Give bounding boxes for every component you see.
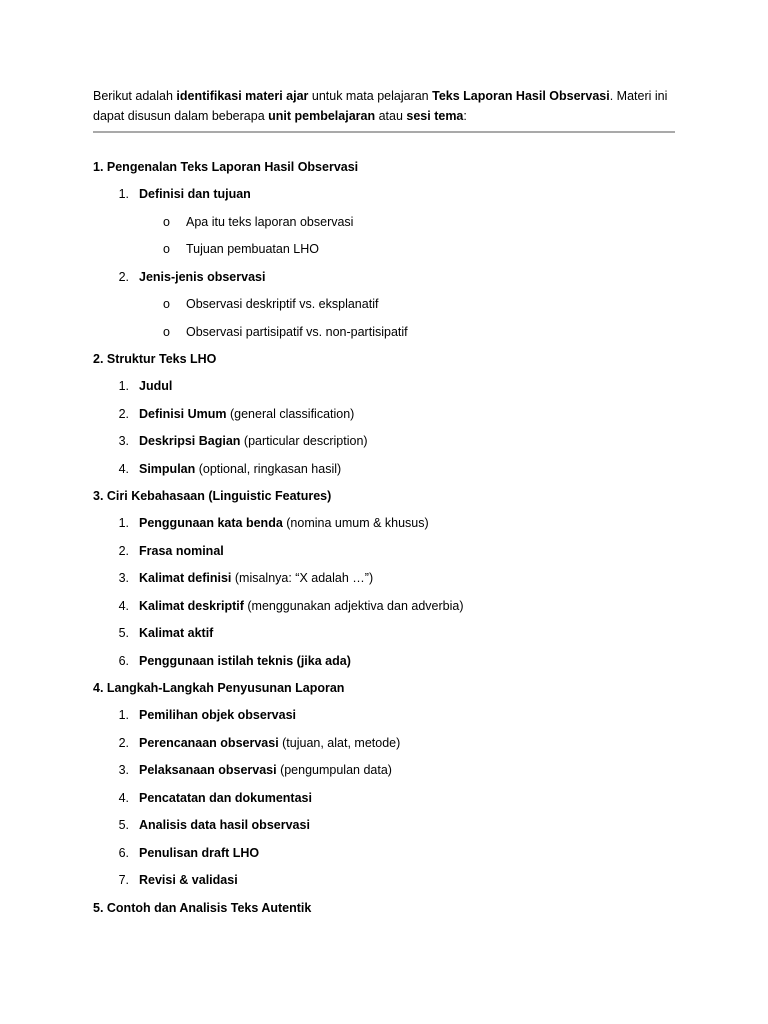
sub-list-item xyxy=(93,212,693,240)
list-item xyxy=(93,568,693,596)
item-label: Definisi Umum xyxy=(139,406,227,421)
intro-text: . Materi ini dapat disusun dalam beberapa xyxy=(93,89,668,123)
sub-list-item xyxy=(93,294,693,322)
item-number: 2. xyxy=(118,406,129,421)
item-label: Jenis-jenis observasi xyxy=(139,269,266,284)
intro-bold: unit pembelajaran xyxy=(268,109,376,123)
list-item xyxy=(93,815,693,843)
item-label: Pemilihan objek observasi xyxy=(139,708,297,722)
sub-item-text: Tujuan pembuatan LHO xyxy=(186,242,319,256)
intro-bold: identifikasi materi ajar xyxy=(176,89,309,103)
list-item xyxy=(93,184,693,212)
sub-item-text: Observasi deskriptif vs. eksplanatif xyxy=(186,297,379,311)
item-number: 2. xyxy=(118,735,129,750)
list-item xyxy=(93,623,693,651)
sub-item-text: Apa itu teks laporan observasi xyxy=(186,214,354,229)
intro-text: : xyxy=(463,109,467,123)
item-number: 4. xyxy=(118,598,129,613)
list-item xyxy=(93,596,693,624)
item-label: Perencanaan observasi xyxy=(139,735,279,750)
list-item xyxy=(93,733,693,761)
bullet-icon: o xyxy=(163,242,170,256)
list-item xyxy=(93,651,693,679)
item-number: 7. xyxy=(118,873,129,887)
intro-text: untuk mata pelajaran xyxy=(308,89,433,103)
item-label: Penggunaan istilah teknis (jika ada) xyxy=(139,653,351,668)
sub-list-item xyxy=(93,239,693,267)
item-label: Kalimat deskriptif xyxy=(139,598,244,613)
intro-bold: sesi tema xyxy=(406,109,464,123)
list-item xyxy=(93,459,693,487)
bullet-icon: o xyxy=(163,214,170,229)
section-title: 3. Ciri Kebahasaan (Linguistic Features) xyxy=(93,489,332,503)
list-item xyxy=(93,843,693,871)
list-item xyxy=(93,705,693,733)
list-item xyxy=(93,788,693,816)
item-label: Definisi dan tujuan xyxy=(139,187,251,201)
item-number: 3. xyxy=(118,763,129,777)
item-number: 2. xyxy=(118,269,129,284)
item-number: 5. xyxy=(118,626,129,640)
section-title: 4. Langkah-Langkah Penyusunan Laporan xyxy=(93,681,345,695)
item-number: 3. xyxy=(118,434,129,448)
item-number: 3. xyxy=(118,571,129,585)
item-label: Analisis data hasil observasi xyxy=(139,818,310,832)
item-label: Simpulan xyxy=(139,461,196,476)
intro-paragraph xyxy=(93,86,693,126)
item-number: 1. xyxy=(118,516,129,530)
bullet-icon: o xyxy=(163,324,170,339)
list-item xyxy=(93,870,693,898)
item-detail: (tujuan, alat, metode) xyxy=(278,735,401,750)
item-detail: (misalnya: “X adalah …”) xyxy=(231,571,374,585)
item-number: 1. xyxy=(118,708,129,722)
intro-text: Berikut adalah xyxy=(93,89,177,103)
item-label: Pelaksanaan observasi xyxy=(139,763,277,777)
list-item xyxy=(93,760,693,788)
intro-bold: Teks Laporan Hasil Observasi xyxy=(432,89,610,103)
sub-list-item xyxy=(93,322,693,350)
section-title: 2. Struktur Teks LHO xyxy=(93,352,217,366)
item-number: 6. xyxy=(118,653,129,668)
item-detail: (menggunakan adjektiva dan adverbia) xyxy=(243,598,464,613)
item-detail: (pengumpulan data) xyxy=(276,763,392,777)
outline xyxy=(93,157,693,925)
section-title: 1. Pengenalan Teks Laporan Hasil Observasi xyxy=(93,160,359,174)
item-label: Kalimat aktif xyxy=(139,626,214,640)
item-label: Kalimat definisi xyxy=(139,571,232,585)
item-label: Judul xyxy=(139,379,173,393)
item-label: Penulisan draft LHO xyxy=(139,845,260,860)
item-number: 4. xyxy=(118,790,129,805)
item-label: Deskripsi Bagian xyxy=(139,434,241,448)
intro-text: atau xyxy=(375,109,407,123)
item-label: Pencatatan dan dokumentasi xyxy=(139,790,312,805)
item-detail: (nomina umum & khusus) xyxy=(282,516,429,530)
item-label: Revisi & validasi xyxy=(139,873,238,887)
item-number: 4. xyxy=(118,461,129,476)
item-detail: (particular description) xyxy=(240,434,368,448)
list-item xyxy=(93,541,693,569)
item-label: Penggunaan kata benda xyxy=(139,516,283,530)
item-detail: (optional, ringkasan hasil) xyxy=(195,461,342,476)
sub-item-text: Observasi partisipatif vs. non-partisipatif xyxy=(186,324,408,339)
item-number: 1. xyxy=(118,187,129,201)
list-item xyxy=(93,513,693,541)
list-item xyxy=(93,431,693,459)
list-item xyxy=(93,404,693,432)
item-number: 2. xyxy=(118,543,129,558)
item-number: 6. xyxy=(118,845,129,860)
section-title: 5. Contoh dan Analisis Teks Autentik xyxy=(93,900,312,915)
list-item xyxy=(93,267,693,295)
item-number: 1. xyxy=(118,379,129,393)
item-number: 5. xyxy=(118,818,129,832)
list-item xyxy=(93,376,693,404)
bullet-icon: o xyxy=(163,297,170,311)
horizontal-rule xyxy=(93,131,675,133)
item-label: Frasa nominal xyxy=(139,543,224,558)
item-detail: (general classification) xyxy=(226,406,355,421)
